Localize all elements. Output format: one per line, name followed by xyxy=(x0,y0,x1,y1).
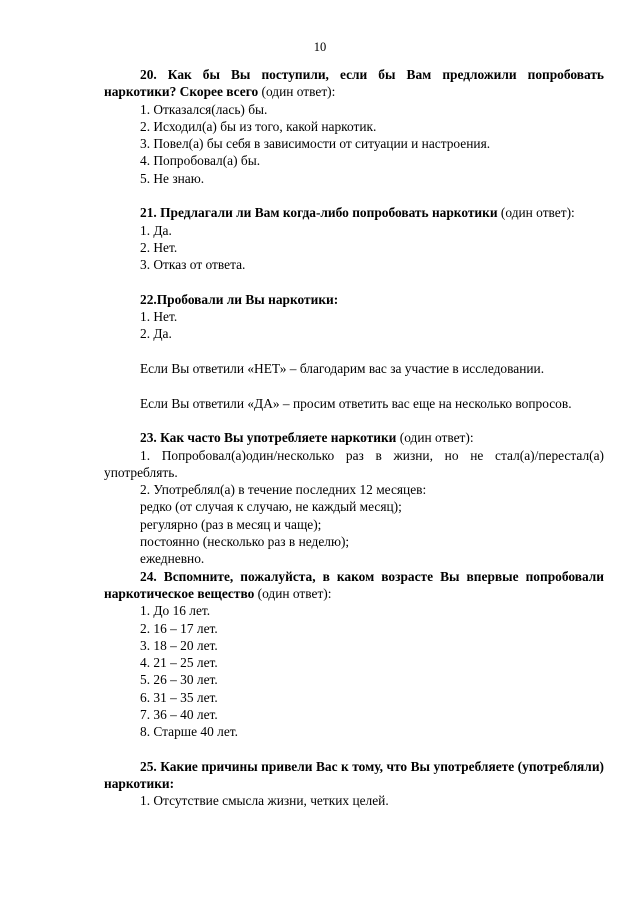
question-23-title: 23. Как часто Вы употребляете наркотики xyxy=(140,430,397,446)
questionnaire-body xyxy=(104,66,604,810)
q20-option-1: 1. Отказался(лась) бы. xyxy=(140,101,268,117)
q24-option-4: 4. 21 – 25 лет. xyxy=(140,655,218,671)
question-24-title: 24. Вспомните, пожалуйста, в каком возрасте Вы впервые попробовали наркотическое вещество xyxy=(104,568,604,601)
q21-option-3: 3. Отказ от ответа. xyxy=(140,257,246,273)
q21-option-2: 2. Нет. xyxy=(140,239,178,255)
question-20-note: (один ответ): xyxy=(258,84,336,100)
q23-sub-option-4: ежедневно. xyxy=(140,551,205,567)
question-25-title: 25. Какие причины привели Вас к тому, что Вы употребляете (употребляли) наркотики: xyxy=(104,758,604,792)
question-23 xyxy=(104,429,604,446)
question-20 xyxy=(104,66,604,101)
q20-option-5: 5. Не знаю. xyxy=(140,170,205,186)
question-22-title: 22.Пробовали ли Вы наркотики: xyxy=(140,291,339,307)
question-25 xyxy=(104,758,604,793)
q24-option-6: 6. 31 – 35 лет. xyxy=(140,689,218,705)
q24-option-8: 8. Старше 40 лет. xyxy=(140,724,238,740)
q24-option-1: 1. До 16 лет. xyxy=(140,603,211,619)
q21-option-1: 1. Да. xyxy=(140,222,172,238)
q24-option-2: 2. 16 – 17 лет. xyxy=(140,620,218,636)
question-22 xyxy=(104,291,604,308)
q22-option-1: 1. Нет. xyxy=(140,309,178,325)
text-answer-yes: Если Вы ответили «ДА» – просим ответить вас еще на несколько вопросов. xyxy=(140,395,572,411)
question-21-title: 21. Предлагали ли Вам когда-либо попробовать наркотики xyxy=(140,205,498,221)
q23-sub-option-3: постоянно (несколько раз в неделю); xyxy=(140,534,350,550)
question-24-note: (один ответ): xyxy=(254,585,332,601)
q22-option-2: 2. Да. xyxy=(140,326,172,342)
text-answer-no: Если Вы ответили «НЕТ» – благодарим вас за участие в исследовании. xyxy=(140,361,545,377)
q20-option-3: 3. Повел(а) бы себя в зависимости от ситуации и настроения. xyxy=(140,136,491,152)
q23-option-1: 1. Попробовал(а)один/несколько раз в жизни, но не стал(а)/перестал(а) употреблять. xyxy=(104,447,604,480)
question-23-note: (один ответ): xyxy=(396,430,474,446)
q24-option-7: 7. 36 – 40 лет. xyxy=(140,706,218,722)
q23-sub-option-1: редко (от случая к случаю, не каждый месяц); xyxy=(140,499,402,515)
question-24 xyxy=(104,568,604,603)
q25-option-1: 1. Отсутствие смысла жизни, четких целей. xyxy=(140,793,389,809)
question-20-title: 20. Как бы Вы поступили, если бы Вам предложили попробовать наркотики? Скорее всего xyxy=(104,67,604,100)
q24-option-3: 3. 18 – 20 лет. xyxy=(140,637,218,653)
question-21-note: (один ответ): xyxy=(497,205,575,221)
q24-option-5: 5. 26 – 30 лет. xyxy=(140,672,218,688)
q23-option-2: 2. Употреблял(а) в течение последних 12 месяцев: xyxy=(140,482,427,498)
question-21 xyxy=(104,204,604,221)
q20-option-2: 2. Исходил(а) бы из того, какой наркотик. xyxy=(140,118,377,134)
q20-option-4: 4. Попробовал(а) бы. xyxy=(140,153,261,169)
q23-sub-option-2: регулярно (раз в месяц и чаще); xyxy=(140,516,322,532)
page-number: 10 xyxy=(313,40,327,54)
